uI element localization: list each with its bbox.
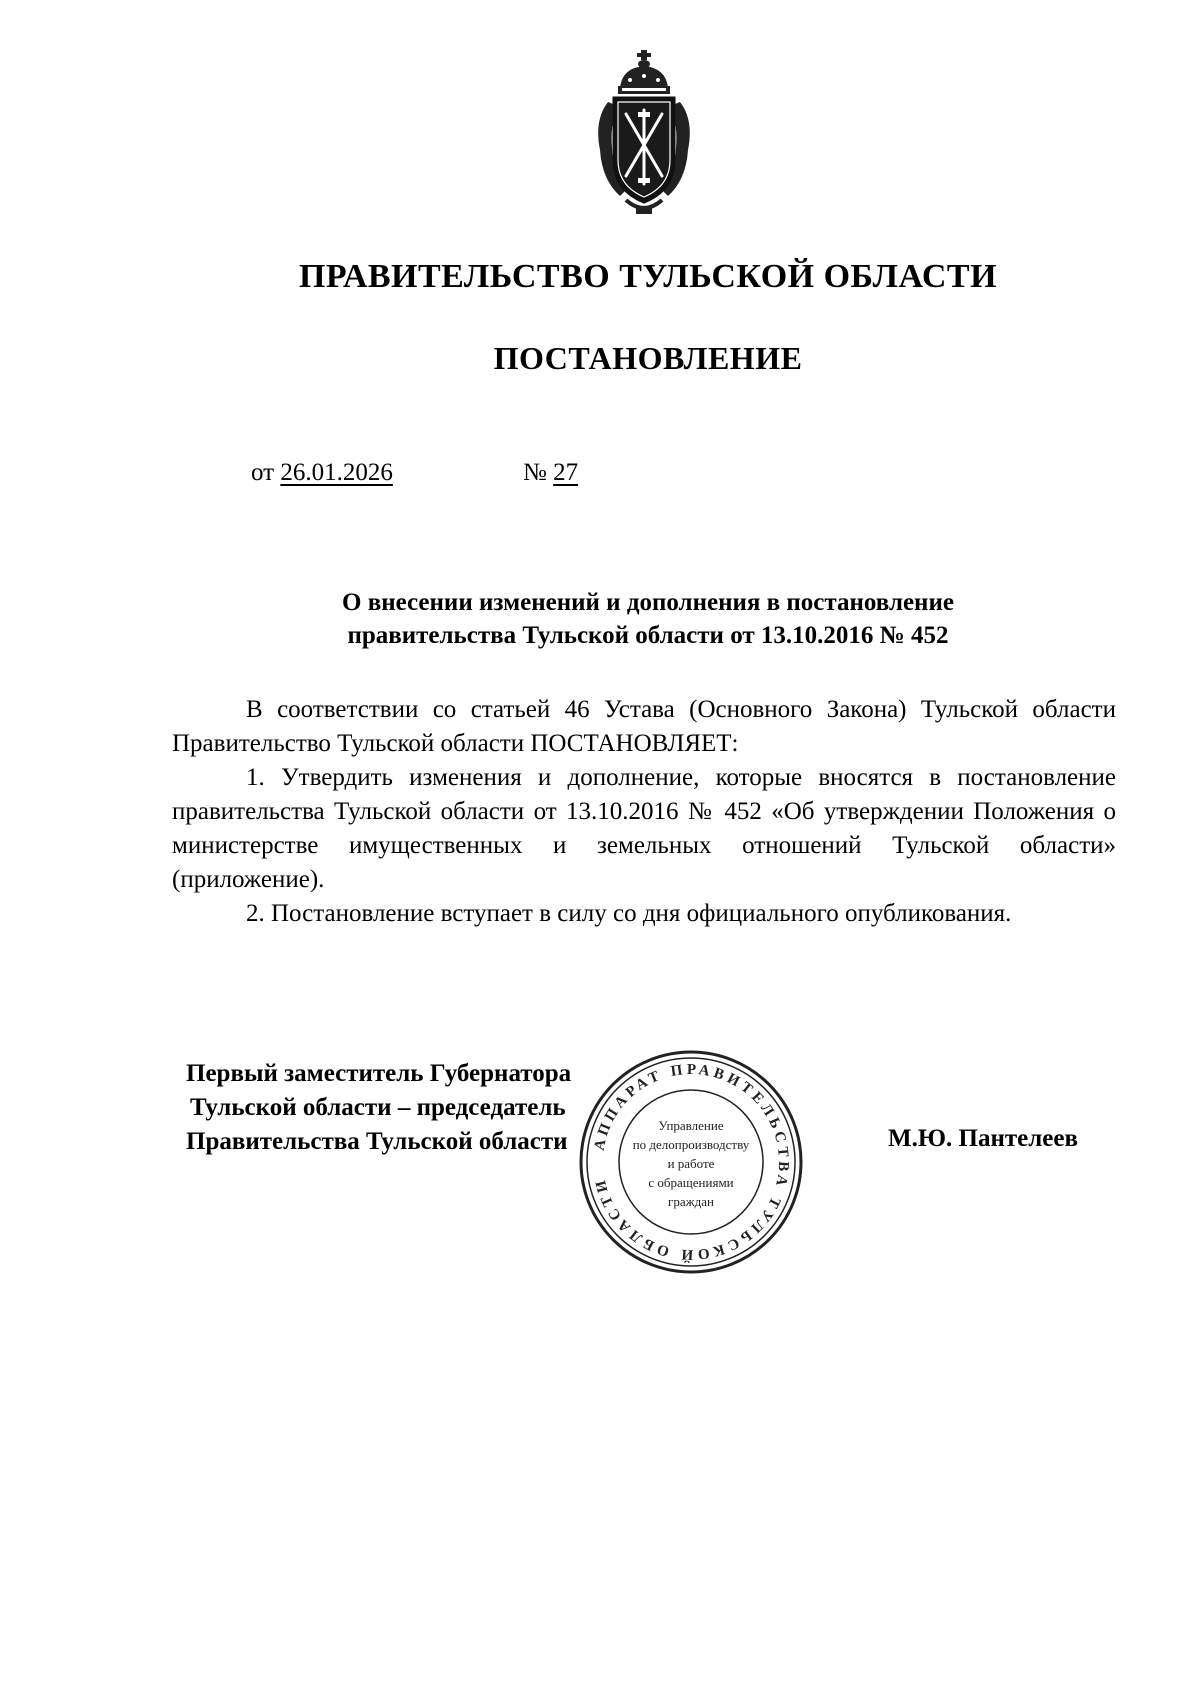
signer-title-line: Первый заместитель Губернатора bbox=[186, 1060, 572, 1087]
stamp-inner-line: и работе bbox=[667, 1156, 715, 1171]
official-stamp bbox=[577, 1048, 805, 1276]
signer-name: М.Ю. Пантелеев bbox=[888, 1125, 1078, 1152]
stamp-inner-line: граждан bbox=[668, 1194, 714, 1209]
document-body bbox=[172, 693, 1116, 931]
signer-title-line: Тульской области – председатель bbox=[190, 1094, 566, 1121]
tula-coat-of-arms-icon bbox=[586, 50, 702, 218]
number-prefix: № bbox=[523, 459, 547, 486]
signer-title bbox=[186, 1057, 571, 1159]
document-type-heading: ПОСТАНОВЛЕНИЕ bbox=[493, 340, 803, 376]
body-paragraph-item-1: 1. Утвердить изменения и дополнение, которые вносятся в постановление правительства Тульской области от 13.10.2016 № 452 «Об утверждении Положения о министерстве имущественных и земельных отношений Тульской области» (приложение). bbox=[172, 764, 1116, 893]
stamp-inner-line: по делопроизводству bbox=[632, 1137, 750, 1152]
signer-title-line: Правительства Тульской области bbox=[186, 1128, 568, 1155]
organization-title: ПРАВИТЕЛЬСТВО ТУЛЬСКОЙ ОБЛАСТИ bbox=[298, 258, 998, 295]
document-date: 26.01.2026 bbox=[280, 459, 393, 486]
document-date-line bbox=[251, 459, 393, 487]
body-paragraph-preamble: В соответствии со статьей 46 Устава (Основного Закона) Тульской области Правительство Тульской области ПОСТАНОВЛЯЕТ: bbox=[172, 696, 1116, 757]
stamp-inner-line: Управление bbox=[658, 1118, 724, 1133]
stamp-inner-line: с обращениями bbox=[648, 1175, 734, 1190]
document-number: 27 bbox=[553, 459, 579, 486]
document-number-line bbox=[523, 459, 578, 487]
subject-line: правительства Тульской области от 13.10.2016 № 452 bbox=[347, 622, 949, 649]
stamp-outer-text: АППАРАТ ПРАВИТЕЛЬСТВА ТУЛЬСКОЙ ОБЛАСТИ bbox=[591, 1061, 792, 1263]
subject-line: О внесении изменений и дополнения в постановление bbox=[342, 589, 954, 616]
document-subject bbox=[150, 586, 1146, 652]
body-paragraph-item-2: 2. Постановление вступает в силу со дня официального опубликования. bbox=[246, 900, 1012, 927]
date-prefix: от bbox=[251, 459, 275, 486]
